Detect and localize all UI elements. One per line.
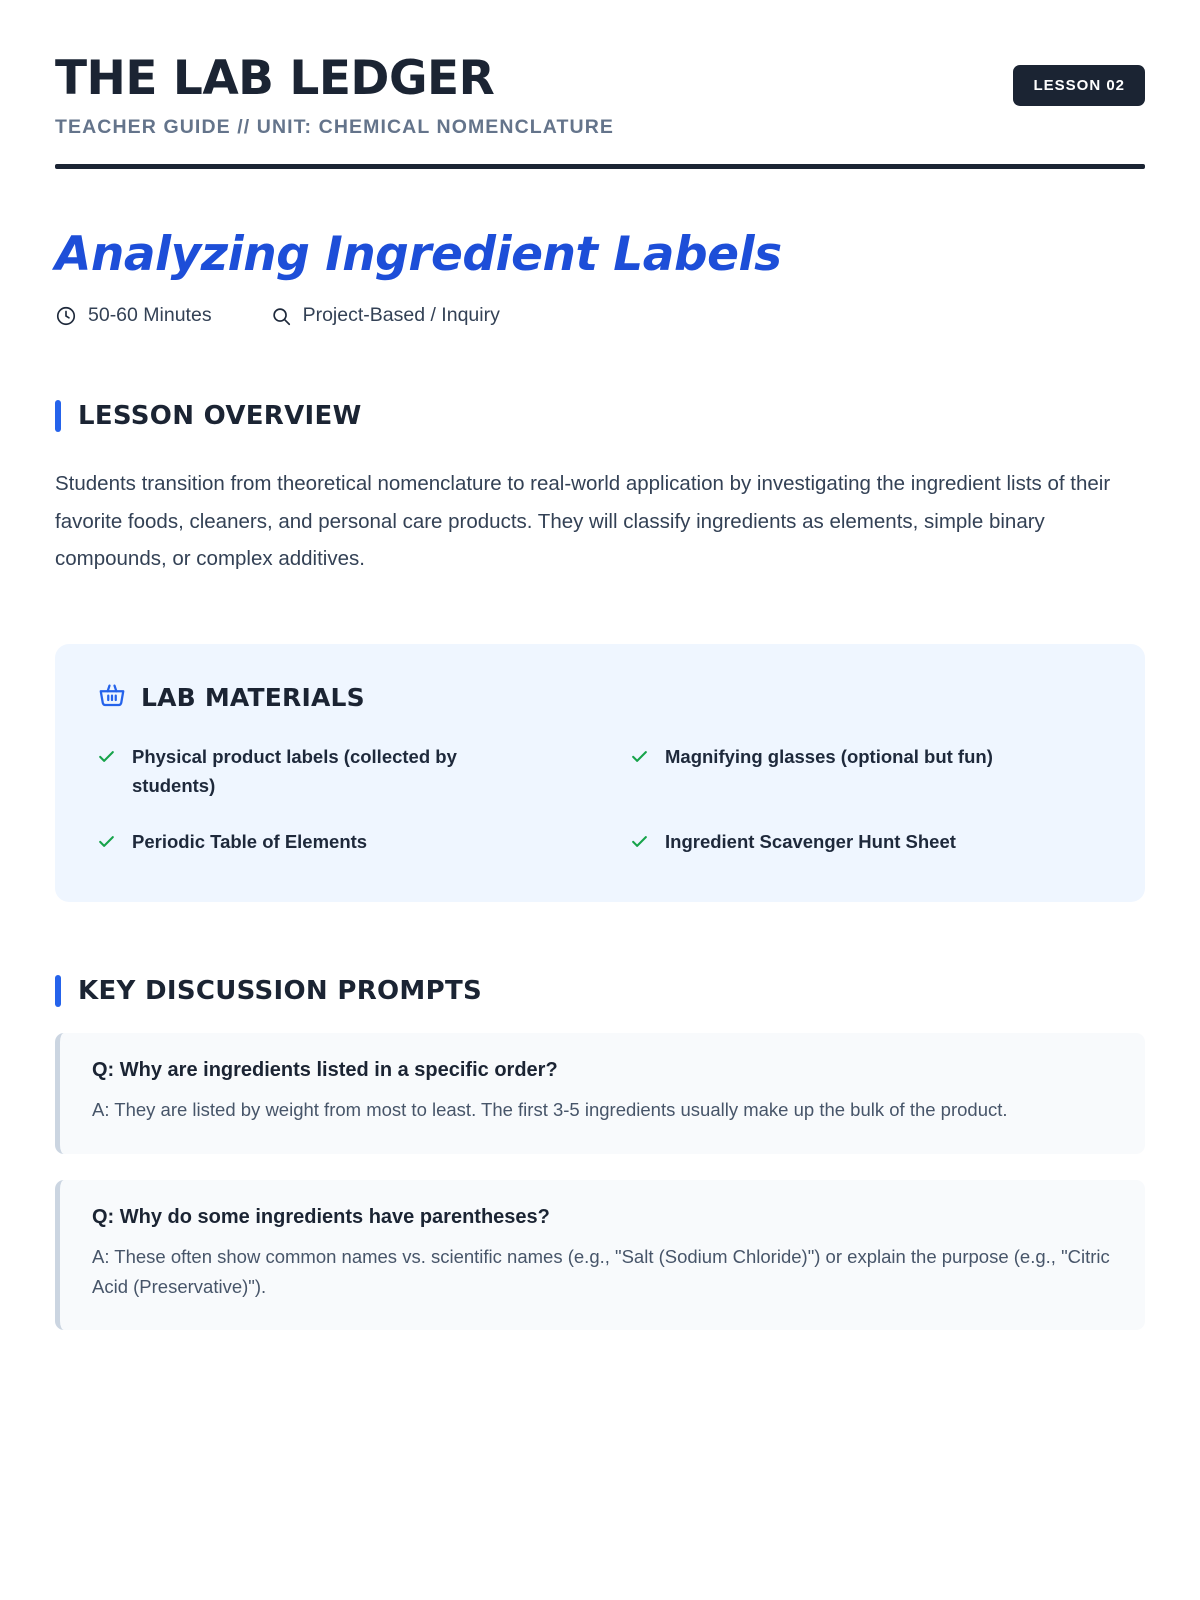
prompt-answer: A: They are listed by weight from most to least. The first 3-5 ingredients usually make up the bulk of the product. [92, 1099, 1008, 1121]
masthead [55, 51, 1145, 139]
lab-materials-card [55, 644, 1145, 903]
check-icon [97, 745, 116, 775]
prompt-answer: A: These often show common names vs. scientific names (e.g., "Salt (Sodium Chloride)") or explain the purpose (e.g., "Citric Acid (Preservative)"). [92, 1245, 1110, 1298]
prompts-heading-row [55, 975, 1145, 1007]
header-divider [55, 164, 1145, 169]
format-text: Project-Based / Inquiry [302, 304, 500, 326]
discussion-prompt [55, 1180, 1145, 1331]
list-item [630, 827, 1070, 860]
lab-materials-heading-row [97, 680, 1103, 715]
check-icon [630, 745, 649, 775]
prompts-heading: KEY DISCUSSION PROMPTS [78, 976, 483, 1007]
page-title: Analyzing Ingredient Labels [55, 227, 782, 282]
duration-text: 50-60 Minutes [88, 304, 212, 326]
lab-materials-title: LAB MATERIALS [141, 682, 365, 712]
list-item-label: Physical product labels (collected by students) [132, 745, 457, 797]
list-item [630, 742, 1070, 802]
list-item [97, 827, 537, 860]
list-item-label: Ingredient Scavenger Hunt Sheet [665, 831, 956, 853]
section-accent-bar [55, 975, 61, 1007]
list-item-label: Magnifying glasses (optional but fun) [665, 745, 993, 767]
discussion-prompt [55, 1033, 1145, 1153]
brand-subtitle: TEACHER GUIDE // UNIT: CHEMICAL NOMENCLATURE [55, 116, 615, 138]
brand-title: THE LAB LEDGER [55, 51, 495, 106]
prompt-question: Q: Why are ingredients listed in a specific order? [92, 1059, 558, 1082]
clock-icon [55, 305, 77, 327]
prompt-question: Q: Why do some ingredients have parentheses? [92, 1205, 550, 1228]
overview-body: Students transition from theoretical nomenclature to real-world application by investigating the ingredient lists of their favorite foods, cleaners, and personal care products. They will classify ingredients as elements, simple binary compounds, or complex additives. [55, 472, 1111, 570]
duration-meta [55, 304, 212, 327]
lesson-badge: LESSON 02 [1013, 65, 1145, 106]
section-accent-bar [55, 400, 61, 432]
overview-heading: LESSON OVERVIEW [78, 401, 362, 431]
check-icon [630, 830, 649, 860]
overview-heading-row [55, 400, 1145, 432]
list-item-label: Periodic Table of Elements [132, 831, 368, 853]
check-icon [97, 830, 116, 860]
list-item [97, 742, 537, 802]
format-meta [270, 304, 500, 327]
lab-materials-list [97, 742, 1103, 861]
lesson-meta [55, 304, 1145, 327]
basket-icon [97, 680, 127, 715]
brand-block [55, 51, 615, 139]
search-icon [270, 305, 292, 327]
